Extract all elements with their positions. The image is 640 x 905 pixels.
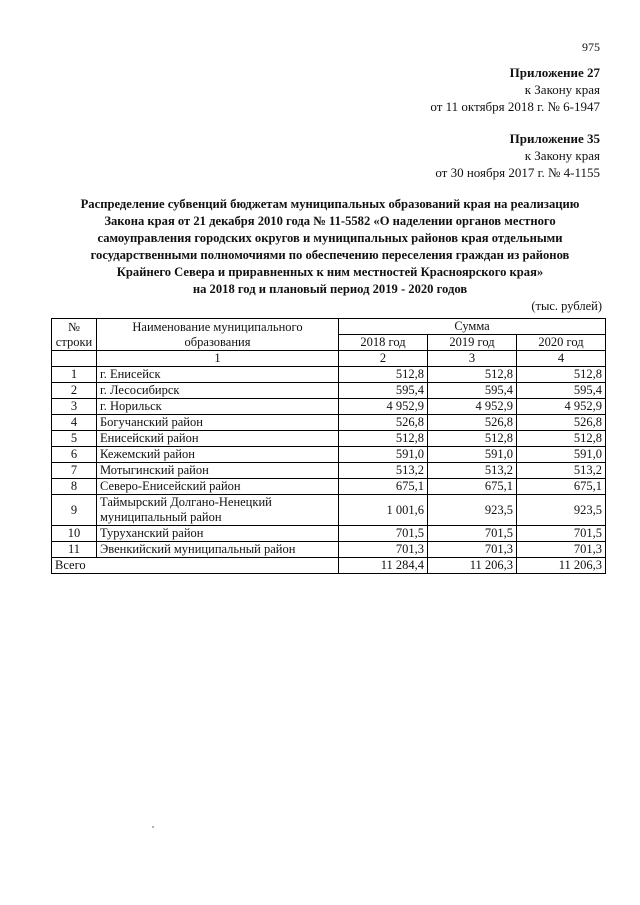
total-label: Всего bbox=[52, 558, 339, 574]
row-value-2020: 923,5 bbox=[517, 495, 606, 526]
table-row bbox=[52, 542, 606, 558]
row-value-2020: 595,4 bbox=[517, 383, 606, 399]
row-name: Северо-Енисейский район bbox=[97, 479, 339, 495]
row-value-2019: 526,8 bbox=[428, 415, 517, 431]
total-2019: 11 206,3 bbox=[428, 558, 517, 574]
row-number: 2 bbox=[52, 383, 97, 399]
row-value-2020: 591,0 bbox=[517, 447, 606, 463]
row-name: Таймырский Долгано-Ненецкий муниципальный район bbox=[97, 495, 339, 526]
row-name: г. Енисейск bbox=[97, 367, 339, 383]
appendix-27-header bbox=[430, 64, 600, 115]
column-number bbox=[52, 351, 97, 367]
appendix-35-line2: от 30 ноября 2017 г. № 4-1155 bbox=[435, 165, 600, 180]
table-row bbox=[52, 431, 606, 447]
scan-speck bbox=[152, 826, 154, 828]
header-year-2019: 2019 год bbox=[428, 335, 517, 351]
row-number: 10 bbox=[52, 526, 97, 542]
row-value-2018: 1 001,6 bbox=[339, 495, 428, 526]
row-name: Туруханский район bbox=[97, 526, 339, 542]
appendix-27-line1: к Закону края bbox=[524, 82, 600, 97]
row-value-2018: 675,1 bbox=[339, 479, 428, 495]
row-value-2018: 701,5 bbox=[339, 526, 428, 542]
row-value-2018: 595,4 bbox=[339, 383, 428, 399]
column-number: 3 bbox=[428, 351, 517, 367]
row-value-2019: 4 952,9 bbox=[428, 399, 517, 415]
row-name: Енисейский район bbox=[97, 431, 339, 447]
table-row bbox=[52, 495, 606, 526]
row-number: 7 bbox=[52, 463, 97, 479]
row-value-2018: 526,8 bbox=[339, 415, 428, 431]
header-name: Наименование муниципального образования bbox=[97, 319, 339, 351]
column-numbers-row bbox=[52, 351, 606, 367]
row-value-2018: 512,8 bbox=[339, 431, 428, 447]
row-value-2020: 512,8 bbox=[517, 431, 606, 447]
row-number: 3 bbox=[52, 399, 97, 415]
title-line: Закона края от 21 декабря 2010 года № 11-5582 «О наделении органов местного bbox=[104, 214, 556, 228]
title-line: самоуправления городских округов и муниципальных районов края отдельными bbox=[97, 231, 563, 245]
row-value-2020: 513,2 bbox=[517, 463, 606, 479]
units-label: (тыс. рублей) bbox=[531, 299, 602, 313]
title-line: Крайнего Севера и приравненных к ним местностей Красноярского края» bbox=[116, 265, 544, 279]
header-year-2018: 2018 год bbox=[339, 335, 428, 351]
row-value-2020: 675,1 bbox=[517, 479, 606, 495]
column-number: 1 bbox=[97, 351, 339, 367]
appendix-27-title: Приложение 27 bbox=[509, 65, 600, 80]
row-number: 9 bbox=[52, 495, 97, 526]
row-value-2020: 512,8 bbox=[517, 367, 606, 383]
title-line: государственными полномочиями по обеспечению переселения граждан из районов bbox=[90, 248, 570, 262]
table-row bbox=[52, 526, 606, 542]
row-number: 11 bbox=[52, 542, 97, 558]
row-value-2018: 512,8 bbox=[339, 367, 428, 383]
row-value-2020: 701,3 bbox=[517, 542, 606, 558]
row-value-2019: 923,5 bbox=[428, 495, 517, 526]
document-title bbox=[50, 196, 610, 298]
title-line: Распределение субвенций бюджетам муниципальных образований края на реализацию bbox=[80, 197, 580, 211]
row-name: Мотыгинский район bbox=[97, 463, 339, 479]
row-value-2018: 4 952,9 bbox=[339, 399, 428, 415]
row-value-2019: 675,1 bbox=[428, 479, 517, 495]
row-value-2019: 595,4 bbox=[428, 383, 517, 399]
table-row bbox=[52, 415, 606, 431]
row-number: 1 bbox=[52, 367, 97, 383]
header-year-2020: 2020 год bbox=[517, 335, 606, 351]
row-name: Кежемский район bbox=[97, 447, 339, 463]
row-name: г. Лесосибирск bbox=[97, 383, 339, 399]
header-sum: Сумма bbox=[339, 319, 606, 335]
row-number: 4 bbox=[52, 415, 97, 431]
table-row bbox=[52, 447, 606, 463]
row-value-2020: 526,8 bbox=[517, 415, 606, 431]
appendix-35-header bbox=[435, 130, 600, 181]
row-name: г. Норильск bbox=[97, 399, 339, 415]
row-value-2019: 513,2 bbox=[428, 463, 517, 479]
row-name: Эвенкийский муниципальный район bbox=[97, 542, 339, 558]
row-value-2019: 701,3 bbox=[428, 542, 517, 558]
total-2018: 11 284,4 bbox=[339, 558, 428, 574]
title-line: на 2018 год и плановый период 2019 - 2020 годов bbox=[192, 282, 468, 296]
column-number: 2 bbox=[339, 351, 428, 367]
row-value-2020: 4 952,9 bbox=[517, 399, 606, 415]
header-row bbox=[52, 319, 606, 335]
appendix-35-line1: к Закону края bbox=[524, 148, 600, 163]
row-value-2020: 701,5 bbox=[517, 526, 606, 542]
row-value-2018: 701,3 bbox=[339, 542, 428, 558]
appendix-35-title: Приложение 35 bbox=[509, 131, 600, 146]
row-number: 8 bbox=[52, 479, 97, 495]
total-2020: 11 206,3 bbox=[517, 558, 606, 574]
header-row-number: № строки bbox=[52, 319, 97, 351]
appendix-27-line2: от 11 октября 2018 г. № 6-1947 bbox=[430, 99, 600, 114]
row-value-2018: 591,0 bbox=[339, 447, 428, 463]
row-value-2019: 512,8 bbox=[428, 431, 517, 447]
row-number: 6 bbox=[52, 447, 97, 463]
row-value-2018: 513,2 bbox=[339, 463, 428, 479]
page-number: 975 bbox=[582, 40, 600, 54]
row-value-2019: 701,5 bbox=[428, 526, 517, 542]
table-row bbox=[52, 383, 606, 399]
subsidy-table bbox=[51, 318, 606, 574]
table-body bbox=[52, 367, 606, 558]
row-value-2019: 512,8 bbox=[428, 367, 517, 383]
total-row bbox=[52, 558, 606, 574]
table-row bbox=[52, 367, 606, 383]
table-row bbox=[52, 479, 606, 495]
table-row bbox=[52, 399, 606, 415]
row-number: 5 bbox=[52, 431, 97, 447]
table-row bbox=[52, 463, 606, 479]
row-name: Богучанский район bbox=[97, 415, 339, 431]
row-value-2019: 591,0 bbox=[428, 447, 517, 463]
column-number: 4 bbox=[517, 351, 606, 367]
